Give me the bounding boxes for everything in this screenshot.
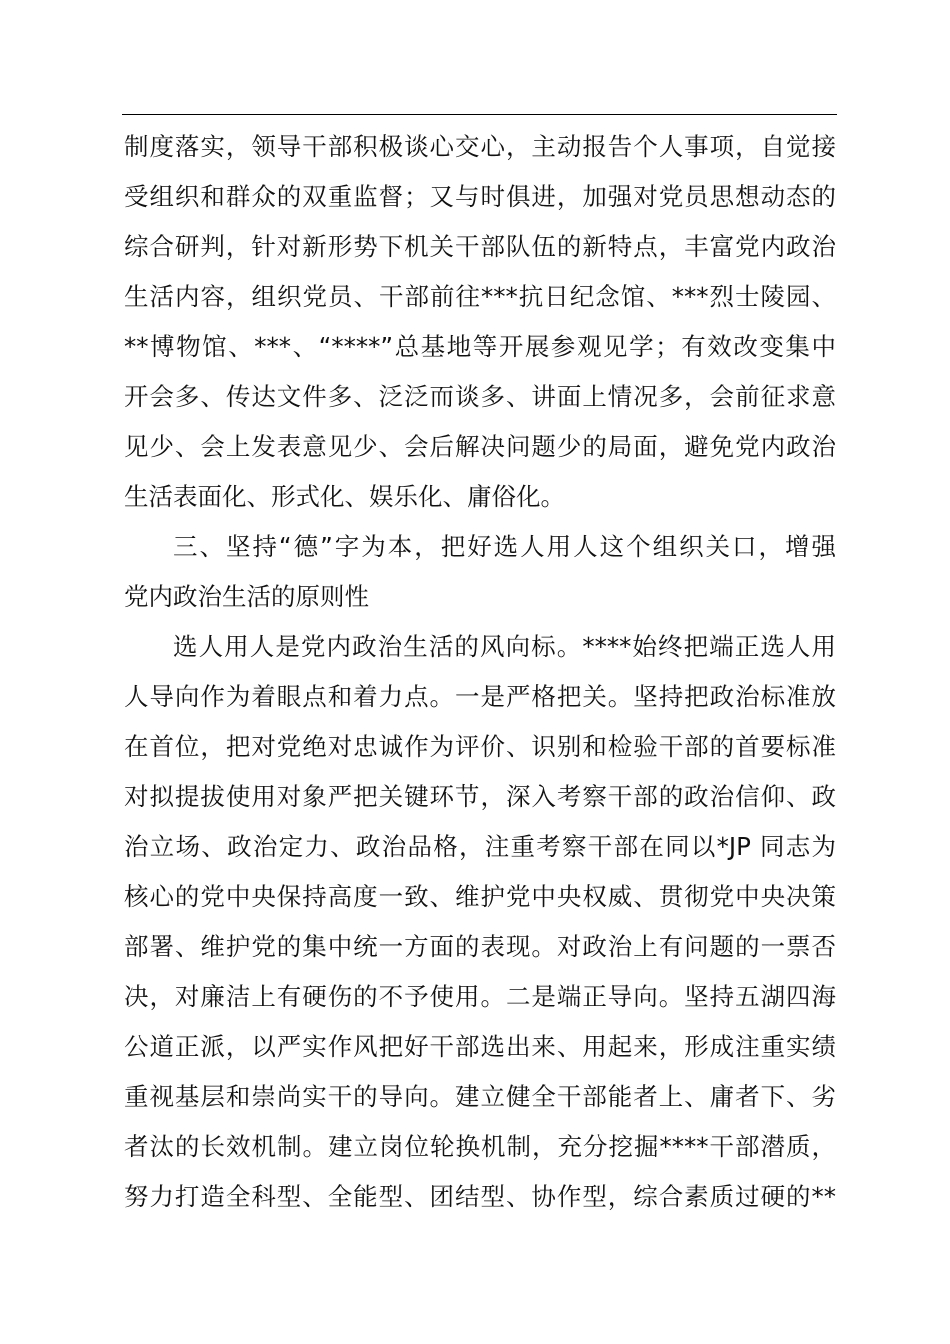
text-line: 在首位，把对党绝对忠诚作为评价、识别和检验干部的首要标准: [124, 732, 836, 761]
text-line: 生活表面化、形式化、娱乐化、庸俗化。: [124, 482, 565, 511]
text-line: 综合研判，针对新形势下机关干部队伍的新特点，丰富党内政治: [124, 232, 836, 261]
section-heading: 三、坚持“德”字为本，把好选人用人这个组织关口，增强: [173, 532, 836, 561]
text-line: 部署、维护党的集中统一方面的表现。对政治上有问题的一票否: [124, 932, 836, 961]
text-line: 受组织和群众的双重监督；又与时俱进，加强对党员思想动态的: [124, 182, 836, 211]
text-line: 生活内容，组织党员、干部前往***抗日纪念馆、***烈士陵园、: [124, 282, 836, 311]
text-line: 公道正派，以严实作风把好干部选出来、用起来，形成注重实绩: [124, 1032, 836, 1061]
text-line: 决，对廉洁上有硬伤的不予使用。二是端正导向。坚持五湖四海: [124, 982, 836, 1011]
text-line: 见少、会上发表意见少、会后解决问题少的局面，避免党内政治: [124, 432, 836, 461]
text-line: **博物馆、***、“****”总基地等开展参观见学；有效改变集中: [124, 332, 836, 361]
text-line: 人导向作为着眼点和着力点。一是严格把关。坚持把政治标准放: [124, 682, 836, 711]
text-line: 努力打造全科型、全能型、团结型、协作型，综合素质过硬的**: [124, 1182, 836, 1211]
body-text: [124, 122, 836, 1222]
text-line: 重视基层和崇尚实干的导向。建立健全干部能者上、庸者下、劣: [124, 1082, 836, 1111]
section-heading-continued: 党内政治生活的原则性: [124, 582, 369, 611]
text-line: 者汰的长效机制。建立岗位轮换机制，充分挖掘****干部潜质，: [124, 1132, 836, 1161]
header-rule: [122, 114, 837, 115]
text-line: 开会多、传达文件多、泛泛而谈多、讲面上情况多，会前征求意: [124, 382, 836, 411]
text-line: 制度落实，领导干部积极谈心交心，主动报告个人事项，自觉接: [124, 132, 836, 161]
text-line: 核心的党中央保持高度一致、维护党中央权威、贯彻党中央决策: [124, 882, 836, 911]
text-line: 治立场、政治定力、政治品格，注重考察干部在同以*JP 同志为: [124, 832, 836, 861]
text-line: 选人用人是党内政治生活的风向标。****始终把端正选人用: [173, 632, 836, 661]
text-line: 对拟提拔使用对象严把关键环节，深入考察干部的政治信仰、政: [124, 782, 836, 811]
